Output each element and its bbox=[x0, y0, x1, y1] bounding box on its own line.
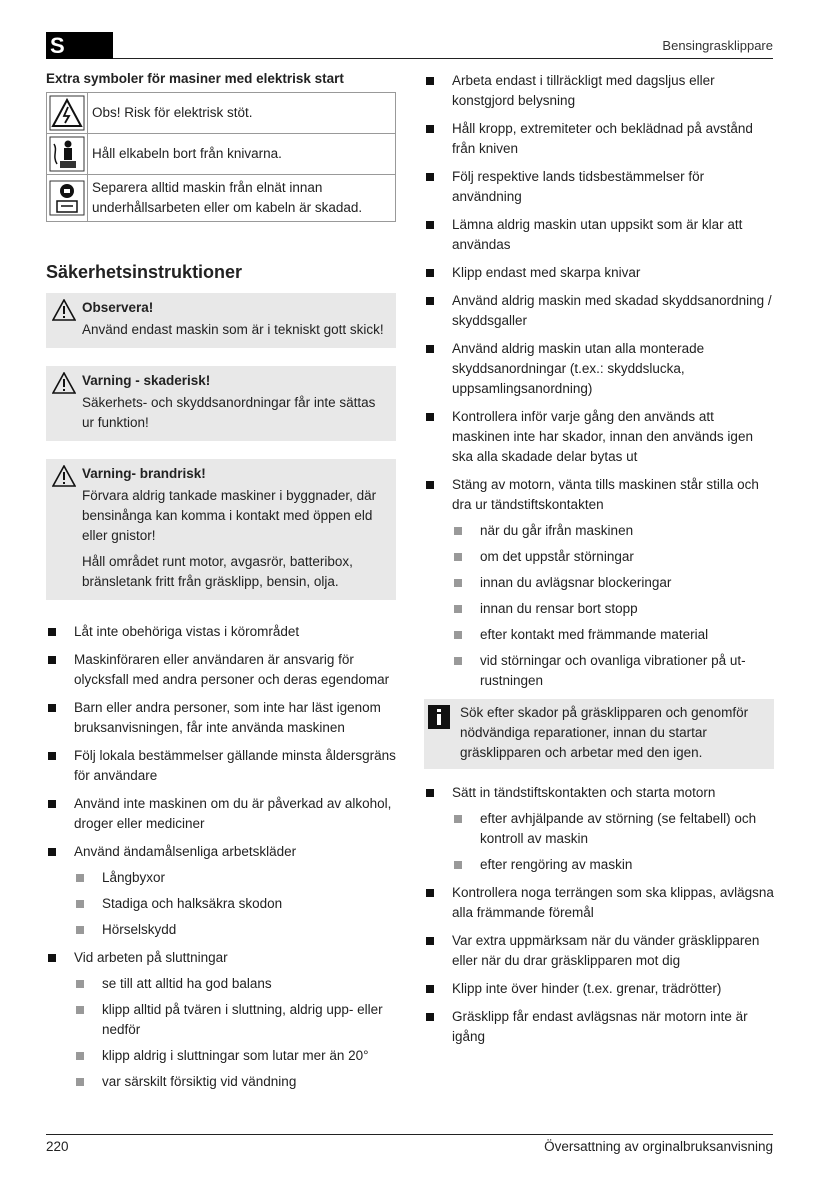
keep-cable-away-icon bbox=[49, 136, 85, 172]
sub-list bbox=[452, 809, 774, 875]
symbol-row bbox=[47, 134, 396, 175]
info-text: Sök efter skador på gräsklipparen och genomför nödvändiga reparationer, innan du startar gräsklipparen och arbetar med den igen. bbox=[460, 705, 749, 760]
list-item: Kontrollera inför varje gång den används att maskinen inte har skador, innan den används igen ska alla skadade delar bytas ut bbox=[424, 407, 774, 467]
injury-warning-box bbox=[46, 366, 396, 441]
warning-icon bbox=[52, 465, 76, 487]
list-item: Maskinföraren eller användaren är ansvarig för olycksfall med andra personer och deras egendomar bbox=[46, 650, 396, 690]
footer-rule bbox=[46, 1134, 773, 1135]
fire-warning-box bbox=[46, 459, 396, 600]
sub-list-item: Stadiga och halksäkra skodon bbox=[74, 894, 396, 914]
list-item: Använd aldrig maskin utan alla monterade skyddsanordningar (t.ex.: skyddslucka, uppsamlingsanordning) bbox=[424, 339, 774, 399]
symbols-heading: Extra symboler för masiner med elektrisk start bbox=[46, 71, 344, 86]
symbol-text: Håll elkabeln bort från knivarna. bbox=[88, 134, 396, 175]
injury-warning-text: Säkerhets- och skyddsanordningar får inte sättas ur funktion! bbox=[82, 395, 376, 430]
sub-list-item: klipp aldrig i sluttningar som lutar mer än 20° bbox=[74, 1046, 396, 1066]
sub-list-item: klipp alltid på tvären i sluttning, aldrig upp- eller nedför bbox=[74, 1000, 396, 1040]
list-item: Lämna aldrig maskin utan uppsikt som är klar att användas bbox=[424, 215, 774, 255]
observe-title: Observera! bbox=[82, 300, 154, 315]
sub-list-item: Hörselskydd bbox=[74, 920, 396, 940]
page-number: 220 bbox=[46, 1139, 69, 1154]
right-column bbox=[424, 71, 774, 1055]
list-item: Barn eller andra personer, som inte har läst igenom bruksanvisningen, får inte använda maskinen bbox=[46, 698, 396, 738]
list-item bbox=[424, 475, 774, 691]
header-rule bbox=[113, 58, 773, 59]
list-item-text: Vid arbeten på sluttningar bbox=[74, 950, 228, 965]
list-item: Gräsklipp får endast avlägsnas när motorn inte är igång bbox=[424, 1007, 774, 1047]
symbol-text: Obs! Risk för elektrisk stöt. bbox=[88, 93, 396, 134]
footer-text: Översattning av orginalbruksanvisning bbox=[544, 1139, 773, 1154]
sub-list-item: Långbyxor bbox=[74, 868, 396, 888]
sub-list-item: se till att alltid ha god balans bbox=[74, 974, 396, 994]
list-item: Använd aldrig maskin med skadad skyddsanordning / skyddsgaller bbox=[424, 291, 774, 331]
left-column bbox=[46, 71, 396, 1100]
sub-list-item: efter rengöring av maskin bbox=[452, 855, 774, 875]
symbol-text: Separera alltid maskin från elnät innan underhållsarbeten eller om kabeln är skadad. bbox=[88, 175, 396, 222]
sub-list-item: om det uppstår störningar bbox=[452, 547, 774, 567]
list-item: Håll kropp, extremiteter och beklädnad på avstånd från kniven bbox=[424, 119, 774, 159]
list-item: Kontrollera noga terrängen som ska klippas, avlägsna alla främmande föremål bbox=[424, 883, 774, 923]
sub-list-item: innan du rensar bort stopp bbox=[452, 599, 774, 619]
disconnect-mains-icon bbox=[49, 180, 85, 216]
list-item bbox=[46, 842, 396, 940]
list-item: Använd inte maskinen om du är påverkad av alkohol, droger eller mediciner bbox=[46, 794, 396, 834]
fire-warning-text: Håll området runt motor, avgasrör, batteribox, bränsletank fritt från gräsklipp, bensin, olja. bbox=[82, 554, 353, 589]
injury-warning-title: Varning - skaderisk! bbox=[82, 373, 211, 388]
list-item: Följ respektive lands tidsbestämmelser för användning bbox=[424, 167, 774, 207]
right-safety-list bbox=[424, 71, 774, 691]
section-letter: S bbox=[50, 33, 65, 58]
sub-list-item: efter avhjälpande av störning (se feltabell) och kontroll av maskin bbox=[452, 809, 774, 849]
right-safety-list-continued bbox=[424, 783, 774, 1047]
sub-list-item: vid störningar och ovanliga vibrationer på ut-rustningen bbox=[452, 651, 774, 691]
list-item: Arbeta endast i tillräckligt med dagsljus eller konstgjord belysning bbox=[424, 71, 774, 111]
sub-list-item: var särskilt försiktig vid vändning bbox=[74, 1072, 396, 1092]
list-item: Var extra uppmärksam när du vänder gräsklipparen eller när du drar gräsklipparen mot dig bbox=[424, 931, 774, 971]
sub-list bbox=[452, 521, 774, 691]
symbols-table bbox=[46, 92, 396, 222]
fire-warning-title: Varning- brandrisk! bbox=[82, 466, 206, 481]
sub-list-item: innan du avlägsnar blockeringar bbox=[452, 573, 774, 593]
header-title: Bensingrasklippare bbox=[662, 38, 773, 53]
list-item: Klipp inte över hinder (t.ex. grenar, trädrötter) bbox=[424, 979, 774, 999]
left-safety-list bbox=[46, 622, 396, 1092]
list-item bbox=[46, 948, 396, 1092]
sub-list-item: efter kontakt med främmande material bbox=[452, 625, 774, 645]
list-item: Låt inte obehöriga vistas i körområdet bbox=[46, 622, 396, 642]
sub-list bbox=[74, 974, 396, 1092]
list-item-text: Sätt in tändstiftskontakten och starta motorn bbox=[452, 785, 716, 800]
observe-text: Använd endast maskin som är i tekniskt gott skick! bbox=[82, 322, 384, 337]
symbol-row bbox=[47, 93, 396, 134]
warning-icon bbox=[52, 372, 76, 394]
list-item: Klipp endast med skarpa knivar bbox=[424, 263, 774, 283]
sub-list-item: när du går ifrån maskinen bbox=[452, 521, 774, 541]
sub-list bbox=[74, 868, 396, 940]
safety-title: Säkerhetsinstruktioner bbox=[46, 262, 243, 282]
info-box bbox=[424, 699, 774, 769]
symbol-row bbox=[47, 175, 396, 222]
section-badge bbox=[46, 32, 113, 59]
electric-shock-warning-icon bbox=[49, 95, 85, 131]
list-item bbox=[424, 783, 774, 875]
info-icon bbox=[428, 705, 450, 729]
observe-box bbox=[46, 293, 396, 348]
fire-warning-text: Förvara aldrig tankade maskiner i byggnader, där bensinånga kan komma i kontakt med öppen eld eller gnistor! bbox=[82, 488, 377, 543]
list-item-text: Använd ändamålsenliga arbetskläder bbox=[74, 844, 297, 859]
warning-icon bbox=[52, 299, 76, 321]
list-item-text: Stäng av motorn, vänta tills maskinen står stilla och dra ur tändstiftskontakten bbox=[452, 477, 759, 512]
list-item: Följ lokala bestämmelser gällande minsta åldersgräns för användare bbox=[46, 746, 396, 786]
